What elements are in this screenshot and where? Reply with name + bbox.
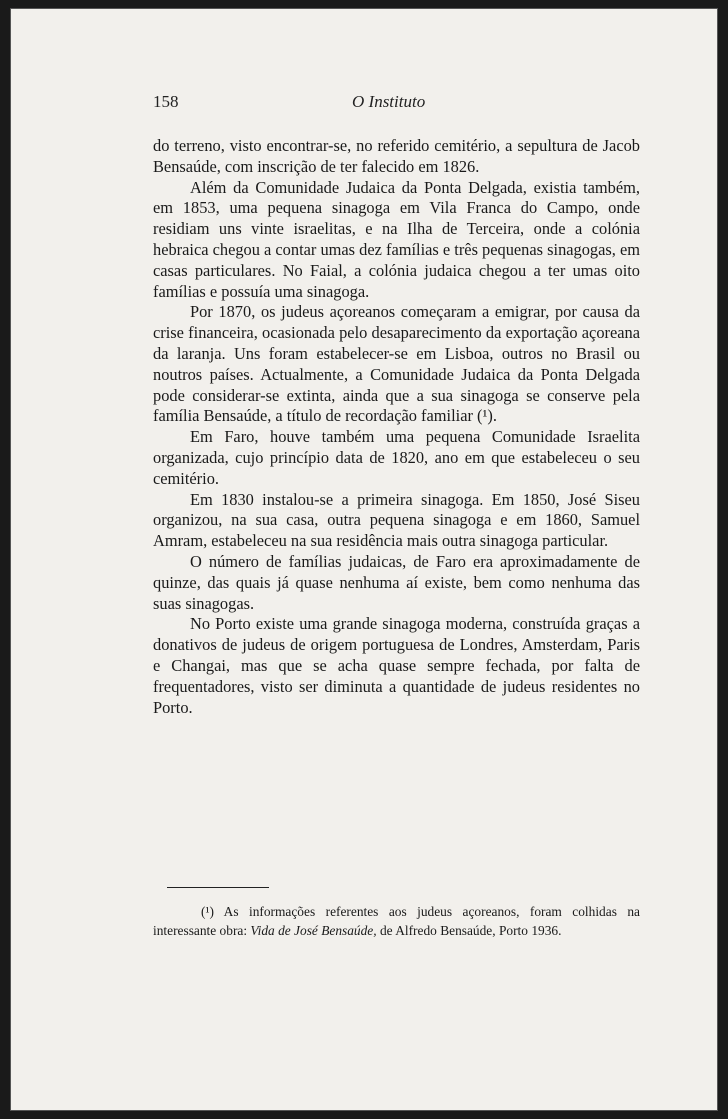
running-title: O Instituto [352, 92, 426, 111]
paragraph: Em 1830 instalou-se a primeira sinagoga. Em 1850, José Siseu organizou, na sua casa, outra pequena sinagoga e em 1860, Samuel Amram, estabeleceu na sua residência mais outra sinagoga particular. [153, 489, 640, 551]
paragraph: Além da Comunidade Judaica da Ponta Delgada, existia também, em 1853, uma pequena sinagoga em Vila Franca do Campo, onde residiam uns vinte israelitas, e na Ilha de Terceira, onde a colónia hebraica chegou a contar umas dez famílias e três pequenas sinagogas, em casas particulares. No Faial, a colónia judaica chegou a ter umas oito famílias e possuía uma sinagoga. [153, 177, 640, 301]
footnote-marker: (¹) [201, 904, 214, 919]
paragraph: O número de famílias judaicas, de Faro era aproximadamente de quinze, das quais já quase nenhuma aí existe, bem como nenhuma das suas sinagogas. [153, 551, 640, 613]
paragraph: No Porto existe uma grande sinagoga moderna, construída graças a donativos de judeus de origem portuguesa de Londres, Amsterdam, Paris e Changai, mas que se acha quase sempre fechada, por falta de frequentadores, visto ser diminuta a quantidade de judeus residentes no Porto. [153, 614, 640, 717]
paragraph: do terreno, visto encontrar-se, no referido cemitério, a sepultura de Jacob Bensaúde, com inscrição de ter falecido em 1826. [153, 136, 640, 176]
footnote-text: As informações referentes aos judeus açoreanos, foram colhidas na interessante obra: [153, 904, 640, 938]
paragraph: Em Faro, houve também uma pequena Comunidade Israelita organizada, cujo princípio data de 1820, ano em que estabeleceu o seu cemitério. [153, 427, 640, 488]
page-number: 158 [153, 92, 179, 111]
footnote-text-end: de Alfredo Bensaúde, Porto 1936. [376, 922, 562, 938]
paragraph: Por 1870, os judeus açoreanos começaram a emigrar, por causa da crise financeira, ocasionada pelo desaparecimento da exportação açoreana da laranja. Uns foram estabelecer-se em Lisboa, outros no Brasil ou noutros países. Actualmente, a Comunidade Judaica da Ponta Delgada pode considerar-se extinta, ainda que a sua sinagoga se conserve pela família Bensaúde, a título de recordação familiar (¹). [153, 302, 640, 426]
page-header [153, 92, 641, 116]
footnote [153, 903, 640, 940]
footnote-divider [167, 887, 269, 888]
footnote-book-title: Vida de José Bensaúde, [250, 922, 377, 938]
body-text [153, 136, 640, 718]
